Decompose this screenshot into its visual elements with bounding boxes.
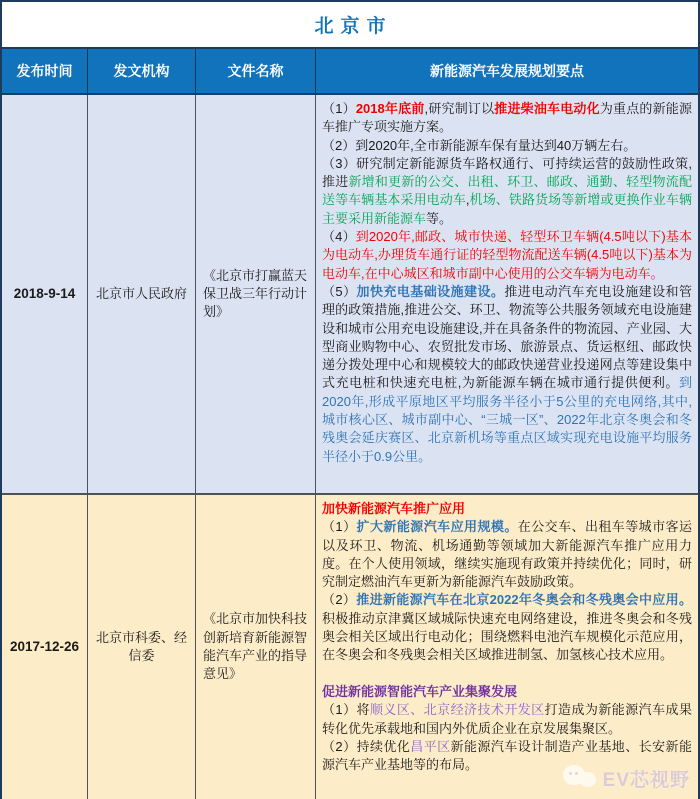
document-name-cell: 《北京市打赢蓝天保卫战三年行动计划》 [196,95,316,495]
table-row [2,95,698,495]
column-header-document-name: 文件名称 [196,49,316,95]
page-title [2,2,698,49]
table-row [2,495,698,799]
table-header [2,49,698,95]
column-header-plan-points: 新能源汽车发展规划要点 [316,49,698,95]
plan-points-cell: 加快新能源汽车推广应用 （1）扩大新能源汽车应用规模。在公交车、出租车等城市客运以及环卫、物流、机场通勤等领域加大新能源汽车推广应用力度。在个人使用领域，继续实施现有政策并持续优化；同时，研究制定燃油汽车更新为新能源汽车鼓励政策。 （2）推进新能源汽车在北京2022年冬奥会和冬残奥会中应用。积极推动京津冀区域城际快速充电网络建设，推进冬奥会和冬残奥会相关区域出行电动化；围绕燃料电池汽车规模化示范应用，在冬奥会和冬残奥会相关区域推进制氢、加氢核心技术应用。 促进新能源智能汽车产业集聚发展 （1）将顺义区、北京经济技术开发区打造成为新能源汽车成果转化优先承载地和国内外优质企业在京发展集聚区。 （2）持续优化昌平区新能源汽车设计制造产业基地、长安新能源汽车产业基地等的布局。 [322,501,693,773]
document-name-cell: 《北京市加快科技创新培育新能源智能汽车产业的指导意见》 [196,495,316,799]
agency-cell: 北京市科委、经信委 [88,495,196,799]
publish-date-cell: 2018-9-14 [2,95,88,495]
watermark-text: EV芯视野 [602,769,690,791]
publish-date-cell: 2017-12-26 [2,495,88,799]
column-header-publish-date: 发布时间 [2,49,88,95]
column-header-issuing-agency: 发文机构 [88,49,196,95]
agency-cell: 北京市人民政府 [88,95,196,495]
page-title-text: 北京市 [314,16,393,37]
plan-points-cell: （1）2018年底前,研究制订以推进柴油车电动化为重点的新能源车推广专项实施方案。 （2）到2020年,全市新能源车保有量达到40万辆左右。 （3）研究制定新能源货车路权通行、可持续运营的鼓励性政策,推进新增和更新的公交、出租、环卫、邮政、通勤、轻型物流配送等车辆基本采用电动车,机场、铁路货场等新增或更换作业车辆主要采用新能源车等。 （4）到2020年,邮政、城市快递、轻型环卫车辆(4.5吨以下)基本为电动车,办理货车通行证的轻型物流配送车辆(4.5吨以下)基本为电动车,在中心城区和城市副中心使用的公交车辆为电动车。 （5）加快充电基础设施建设。推进电动汽车充电设施建设和管理的政策措施,推进公交、环卫、物流等公共服务领域充电设施建设和城市公用充电设施建设,并在具备条件的物流园、产业园、大型商业购物中心、农贸批发市场、旅游景点、货运枢纽、邮政快递分拨处理中心和规模较大的邮政快递营业投递网点等建设集中式充电桩和快速充电桩,为新能源车辆在城市通行提供便利。到2020年,形成平原地区平均服务半径小于5公里的充电网络,其中,城市核心区、城市副中心、“三城一区”、2022年北京冬奥会和冬残奥会延庆赛区、北京新机场等重点区域实现充电设施平均服务半径小于0.9公里。 [316,95,698,495]
